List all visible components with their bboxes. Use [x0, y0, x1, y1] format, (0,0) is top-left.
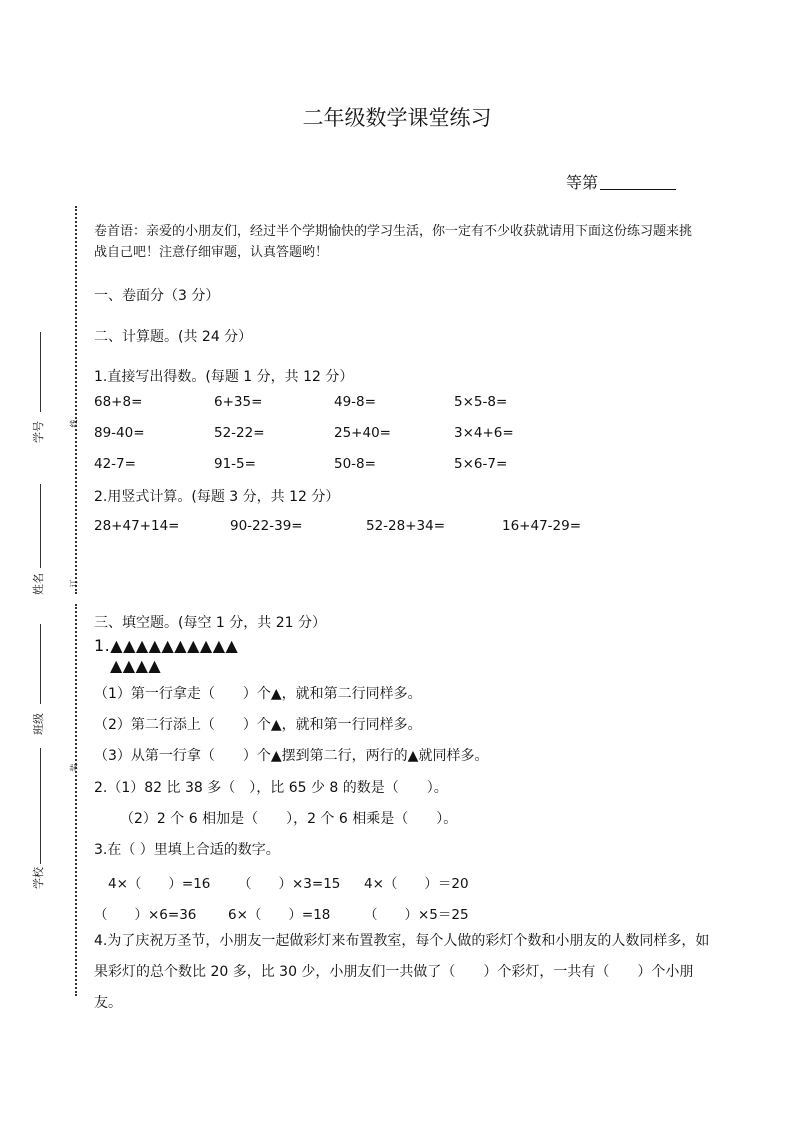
fill-q2-a: 2.（1）82 比 38 多（ ），比 65 少 8 的数是（ ）。	[94, 780, 448, 796]
triangle-row-1: 1.▲▲▲▲▲▲▲▲▲▲	[94, 636, 239, 655]
calc-item: 89-40=	[94, 425, 145, 441]
calc-item: 5×5-8=	[454, 394, 508, 410]
grade-blank[interactable]	[600, 173, 676, 190]
fill-q3-item: （ ）×6=36	[94, 907, 197, 923]
vertical-calc-item: 52-28+34=	[366, 518, 446, 534]
school-blank[interactable]	[40, 748, 41, 864]
calc-item: 25+40=	[334, 425, 391, 441]
vertical-calc-item: 90-22-39=	[230, 518, 303, 534]
binding-mark-line: 线	[69, 419, 79, 428]
fill-q2-b: （2）2 个 6 相加是（ ），2 个 6 相乘是（ ）。	[120, 811, 458, 827]
binding-dotted-line-lower	[75, 604, 77, 996]
class-label: 班级	[32, 713, 45, 735]
student-id-blank[interactable]	[40, 332, 41, 412]
page-title: 二年级数学课堂练习	[302, 106, 492, 130]
section-2-q2-header: 2.用竖式计算。(每题 3 分，共 12 分）	[94, 489, 340, 505]
binding-mark-bind: 装	[69, 763, 79, 772]
section-1-header: 一、卷面分（3 分）	[94, 288, 220, 304]
calc-item: 68+8=	[94, 394, 143, 410]
fill-q1-b: （2）第二行添上（ ）个▲，就和第一行同样多。	[94, 717, 422, 733]
section-2-header: 二、计算题。(共 24 分）	[94, 329, 253, 345]
calc-item: 50-8=	[334, 456, 376, 472]
calc-item: 3×4+6=	[454, 425, 514, 441]
class-blank[interactable]	[40, 624, 41, 704]
calc-item: 52-22=	[214, 425, 265, 441]
student-id-label: 学号	[32, 421, 45, 443]
name-label: 姓名	[32, 573, 45, 595]
calc-item: 42-7=	[94, 456, 136, 472]
section-2-q1-header: 1.直接写出得数。(每题 1 分，共 12 分）	[94, 369, 354, 385]
fill-q3-item: 6×（ ）=18	[228, 907, 331, 923]
vertical-calc-item: 28+47+14=	[94, 518, 180, 534]
triangle-row-2: ▲▲▲▲	[110, 656, 162, 675]
fill-q3-item: 4×（ ）＝20	[364, 876, 469, 892]
school-label: 学校	[32, 867, 45, 889]
intro-text: 卷首语：亲爱的小朋友们，经过半个学期愉快的学习生活，你一定有不少收获就请用下面这份练习题来挑战自己吧！注意仔细审题，认真答题哟！	[94, 224, 693, 260]
calc-item: 6+35=	[214, 394, 263, 410]
fill-q3-item: （ ）×3=15	[238, 876, 341, 892]
binding-dotted-line-upper	[75, 206, 77, 594]
grade-field	[566, 170, 676, 193]
name-blank[interactable]	[40, 484, 41, 568]
calc-item: 91-5=	[214, 456, 256, 472]
calc-item: 49-8=	[334, 394, 376, 410]
fill-q4: 4.为了庆祝万圣节，小朋友一起做彩灯来布置教室，每个人做的彩灯个数和小朋友的人数同样多，如果彩灯的总个数比 20 多，比 30 少，小朋友们一共做了（ ）个彩灯，一共有（ ）个小朋友。	[94, 933, 710, 1011]
fill-q3-item: 4×（ ）=16	[108, 876, 211, 892]
binding-mark-order: 订	[69, 579, 79, 588]
fill-q3-item: （ ）×5＝25	[364, 907, 469, 923]
section-3-header: 三、填空题。(每空 1 分，共 21 分）	[94, 615, 326, 631]
calc-item: 5×6-7=	[454, 456, 508, 472]
fill-q3: 3.在（ ）里填上合适的数字。	[94, 842, 280, 858]
grade-label: 等第	[566, 173, 599, 192]
vertical-calc-item: 16+47-29=	[502, 518, 582, 534]
fill-q1-c: （3）从第一行拿（ ）个▲摆到第二行，两行的▲就同样多。	[94, 748, 489, 764]
fill-q1-a: （1）第一行拿走（ ）个▲，就和第二行同样多。	[94, 686, 422, 702]
